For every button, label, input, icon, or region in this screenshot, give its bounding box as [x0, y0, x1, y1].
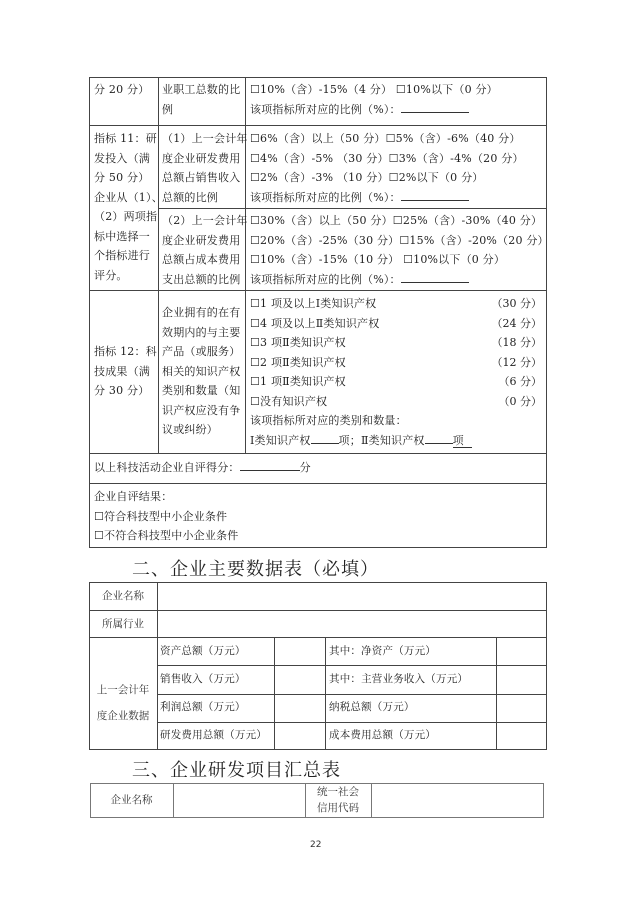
points-label: （18 分）	[491, 336, 542, 349]
criterion-text: 度企业研发费用	[162, 233, 241, 247]
options-cell	[250, 294, 472, 450]
table-border	[89, 547, 547, 548]
blank-line[interactable]	[425, 431, 453, 444]
section2-heading: 二、企业主要数据表（必填）	[132, 559, 379, 580]
criterion-cell	[162, 211, 248, 289]
ratio-fill-field[interactable]	[250, 188, 524, 208]
criterion-text: （1）上一会计年	[162, 132, 248, 145]
ratio-fill-field[interactable]	[250, 270, 549, 290]
points-column	[492, 294, 543, 411]
main-business-revenue-label: 其中：主营业务收入（万元）	[329, 673, 469, 685]
section3-heading: 三、企业研发项目汇总表	[132, 760, 341, 781]
indicator-text: 分 50 分）	[94, 171, 150, 184]
blank-line[interactable]	[240, 458, 300, 471]
main-business-revenue-input[interactable]	[497, 666, 546, 694]
rd-expense-input[interactable]	[275, 723, 325, 749]
net-assets-input[interactable]	[497, 638, 546, 665]
options-cell	[250, 211, 549, 289]
fill-label: 该项指标所对应的类别和数量：	[250, 414, 407, 427]
indicator-text: 个指标进行	[94, 249, 150, 262]
table-border	[90, 817, 544, 818]
points-label: （6 分）	[498, 375, 542, 388]
criterion-text: 业职工总数的比	[162, 83, 241, 96]
criterion-text: 识产权应没有争	[162, 403, 241, 417]
blank-line[interactable]	[311, 431, 339, 444]
indicator-text: 指标 12：科	[94, 345, 157, 358]
option-checkbox[interactable]: ☐4 项及以上Ⅱ类知识产权	[250, 316, 380, 330]
option-checkbox[interactable]: ☐30%（含）以上（50 分）☐25%（含）-30%（40 分）	[250, 214, 543, 227]
option-checkbox[interactable]: ☐4%（含）-5% （30 分）☐3%（含）-4%（20 分）	[250, 151, 524, 165]
total-assets-label: 资产总额（万元）	[160, 645, 246, 657]
rd-expense-label: 研发费用总额（万元）	[160, 729, 267, 741]
fill-label: Ⅰ类知识产权	[250, 433, 311, 447]
option-checkbox[interactable]: ☐1 项及以上Ⅰ类知识产权	[250, 297, 377, 310]
indicator-text: 技成果（满	[94, 364, 150, 378]
criterion-text: 度企业研发费用	[162, 151, 241, 165]
group-label-line: 上一会计年	[96, 684, 150, 696]
company-name-label: 企业名称	[102, 590, 144, 602]
row-divider	[157, 722, 547, 723]
points-label: （24 分）	[491, 316, 542, 330]
option-checkbox[interactable]: ☐20%（含）-25%（30 分）☐15%（含）-20%（20 分）	[250, 233, 549, 247]
indicator-text: 企业从（1）、	[94, 190, 163, 204]
ratio-fill-field[interactable]	[250, 100, 498, 120]
option-checkbox[interactable]: ☐2%（含）-3% （10 分）☐2%以下（0 分）	[250, 171, 484, 184]
score-label: 以上科技活动企业自评得分：	[94, 461, 240, 474]
fill-label: 该项指标所对应的比例（%）：	[250, 190, 401, 204]
result-label: 企业自评结果：	[94, 490, 173, 503]
indicator-cell	[94, 129, 163, 285]
indicator-text: 评分。	[94, 268, 128, 282]
table-border	[546, 77, 547, 548]
total-tax-label: 纳税总额（万元）	[329, 701, 415, 713]
option-checkbox[interactable]: ☐2 项Ⅱ类知识产权	[250, 355, 346, 369]
credit-code-input[interactable]	[372, 784, 543, 817]
points-label: （30 分）	[491, 297, 542, 310]
page-number: 22	[310, 840, 322, 850]
fill-label: 项	[453, 434, 472, 448]
credit-code-line: 统一社会	[317, 786, 359, 798]
criterion-text: 总额的比例	[162, 190, 218, 204]
criterion-text: 企业拥有的在有	[162, 306, 241, 319]
criterion-text: （2）上一会计年	[162, 214, 248, 227]
total-tax-input[interactable]	[497, 695, 546, 722]
total-cost-label: 成本费用总额（万元）	[329, 729, 436, 741]
criterion-text: 相关的知识产权	[162, 364, 241, 378]
company-name-input[interactable]	[174, 784, 305, 817]
fill-label: 该项指标所对应的比例（%）：	[250, 272, 401, 286]
criterion-text: 支出总额的比例	[162, 272, 241, 286]
indicator-text: 指标 11：研	[94, 132, 157, 145]
option-checkbox[interactable]: ☐10%（含）-15%（10 分） ☐10%以下（0 分）	[250, 253, 506, 266]
criterion-text: 产品（或服务）	[162, 345, 241, 358]
net-assets-label: 其中：净资产（万元）	[329, 645, 436, 657]
total-assets-input[interactable]	[275, 638, 325, 665]
fill-label: 项；Ⅱ类知识产权	[338, 433, 425, 447]
sales-revenue-label: 销售收入（万元）	[160, 673, 246, 685]
criterion-cell	[162, 80, 240, 119]
criterion-cell	[162, 303, 240, 440]
option-checkbox[interactable]: ☐10%（含）-15%（4 分） ☐10%以下（0 分）	[250, 83, 498, 96]
option-checkbox[interactable]: ☐没有知识产权	[250, 394, 328, 408]
industry-label: 所属行业	[102, 618, 144, 630]
industry-input[interactable]	[158, 611, 546, 637]
sales-revenue-input[interactable]	[275, 666, 325, 694]
total-profit-input[interactable]	[275, 695, 325, 722]
indicator-text: 发投入（满	[94, 151, 150, 165]
total-profit-label: 利润总额（万元）	[160, 701, 246, 713]
blank-line[interactable]	[401, 100, 469, 113]
indicator-text: 标中选择一	[94, 229, 150, 243]
indicator-cell	[94, 80, 149, 100]
col-divider	[325, 637, 326, 750]
table-border	[546, 582, 547, 750]
company-name-label: 企业名称	[110, 794, 153, 806]
row-divider	[157, 694, 547, 695]
criterion-cell	[162, 129, 248, 207]
criterion-text: 类别和数量（知	[162, 384, 241, 397]
criterion-text: 总额占成本费用	[162, 253, 241, 266]
criterion-text: 议或纠纷）	[162, 423, 218, 436]
blank-line[interactable]	[401, 270, 469, 283]
row-divider	[157, 665, 547, 666]
result-cell	[94, 487, 238, 546]
points-label: （12 分）	[491, 355, 542, 369]
blank-line[interactable]	[401, 188, 469, 201]
indicator-text: （2）两项指	[94, 210, 158, 223]
options-cell	[250, 129, 524, 207]
total-cost-input[interactable]	[497, 723, 546, 749]
row-divider	[158, 208, 547, 209]
criterion-text: 例	[162, 102, 174, 116]
ip-fill-field[interactable]	[250, 431, 472, 451]
option-checkbox[interactable]: ☐6%（含）以上（50 分）☐5%（含）-6%（40 分）	[250, 132, 521, 145]
result-option-qualified[interactable]: ☐符合科技型中小企业条件	[94, 509, 228, 523]
criterion-text: 效期内的与主要	[162, 325, 241, 339]
table-border	[89, 77, 90, 548]
option-checkbox[interactable]: ☐3 项Ⅱ类知识产权	[250, 336, 346, 349]
self-score-field[interactable]	[94, 458, 311, 478]
indicator-text: 分 20 分）	[94, 83, 150, 96]
prior-year-group-label	[89, 677, 157, 729]
options-cell	[250, 80, 498, 119]
row-divider	[89, 453, 547, 454]
table-border	[543, 783, 544, 818]
score-unit: 分	[299, 461, 311, 474]
fill-label: 该项指标所对应的比例（%）：	[250, 102, 401, 116]
credit-code-line: 信用代码	[317, 802, 359, 814]
credit-code-label	[305, 784, 371, 816]
indicator-cell	[94, 342, 157, 401]
company-name-input[interactable]	[158, 583, 546, 610]
group-label-line: 度企业数据	[96, 710, 150, 722]
option-checkbox[interactable]: ☐1 项Ⅱ类知识产权	[250, 375, 346, 388]
points-label: （0 分）	[498, 394, 542, 408]
indicator-text: 分 30 分）	[94, 384, 150, 397]
result-option-not-qualified[interactable]: ☐不符合科技型中小企业条件	[94, 529, 239, 542]
row-divider	[89, 483, 547, 484]
criterion-text: 总额占销售收入	[162, 171, 241, 184]
